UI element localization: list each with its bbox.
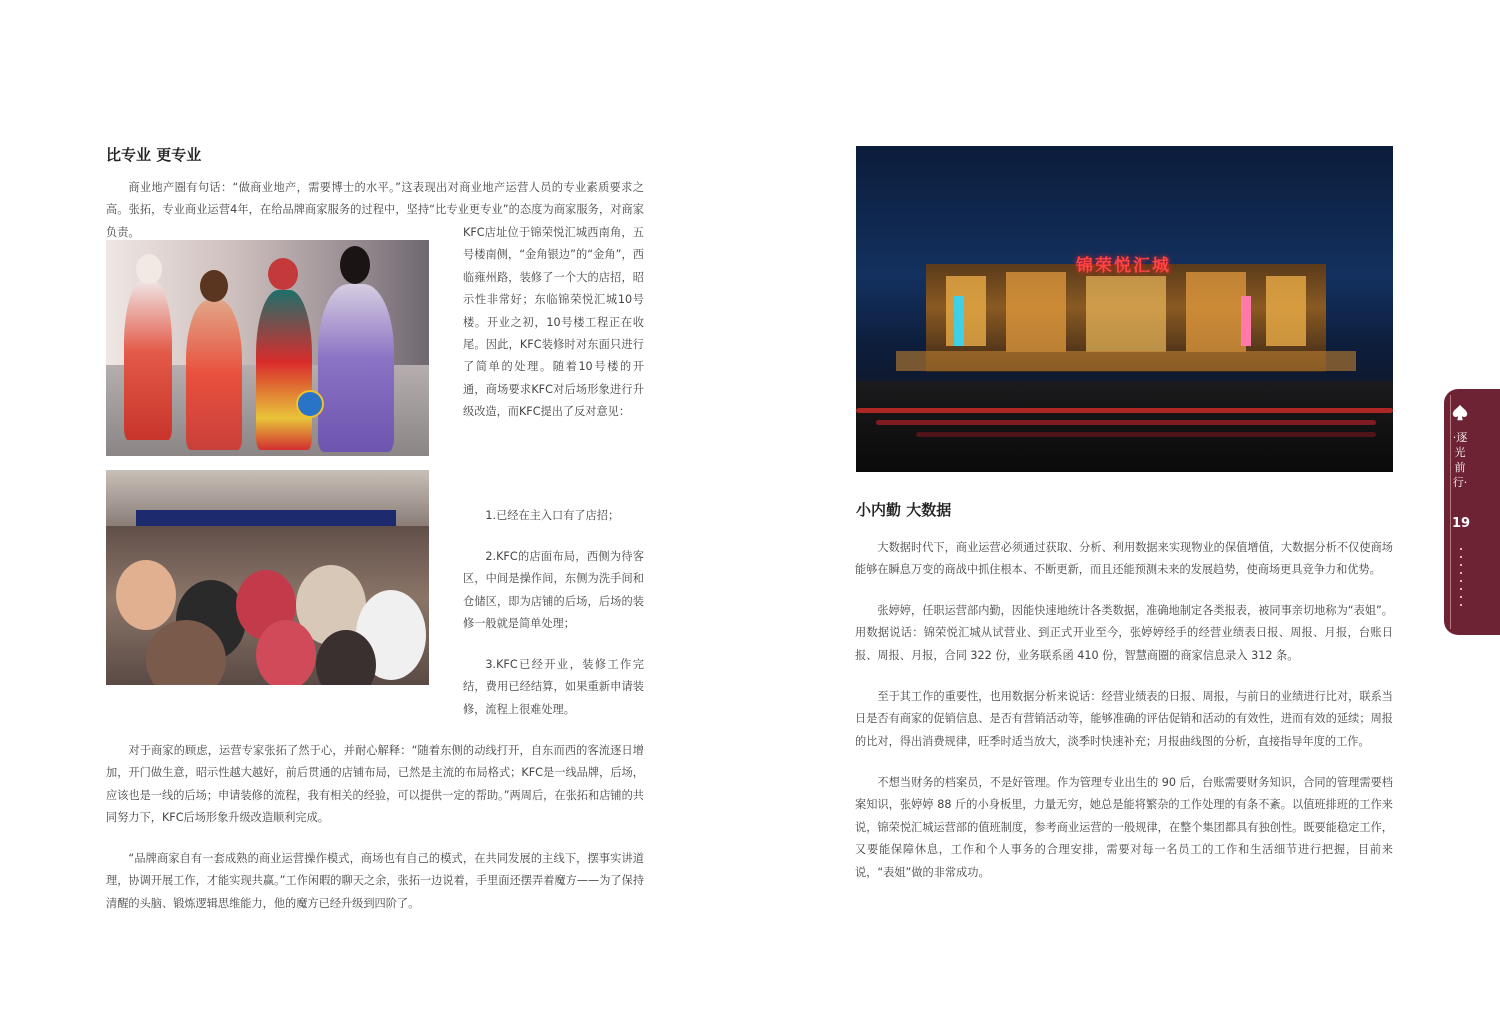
night-building-photo (856, 146, 1393, 472)
archivist-paragraph: 不想当财务的档案员，不是好管理。作为管理专业出生的 90 后，台账需要财务知识，合同的管理需要档案知识，张婷婷 88 斤的小身板里，力量无穷，她总是能将繁杂的工作处理的有条不紊。以值班排班的工作来说，锦荣悦汇城运营部的值班制度，参考商业运营的一般规律，在整个集团都具有独创性。既要能稳定工作，又要能保障休息，工作和个人事务的合理安排，需要对每一名员工的工作和生活细节进行把握，目前来说，“表姐”做的非常成功。 (855, 776, 1393, 879)
crowd-photo (106, 470, 429, 685)
building-sign: 锦荣悦汇城 (1076, 256, 1171, 276)
side-tab-title: ·逐光前行· (1452, 431, 1468, 489)
objection-3: 3.KFC已经开业，装修工作完结，费用已经结算，如果重新申请装修，流程上很难处理。 (463, 658, 644, 716)
cosplay-photo (106, 240, 429, 456)
kfc-paragraph: KFC店址位于锦荣悦汇城西南角，五号楼南侧，“金角银边”的“金角”，西临雍州路，装修了一个大的店招，昭示性非常好；东临锦荣悦汇城10号楼。开业之初，10号楼工程正在收尾。因此，KFC装修时对东面只进行了简单的处理。随着10号楼的开通，商场要求KFC对后场形象进行升级改造，而KFC提出了反对意见： (463, 226, 644, 419)
section-title-data: 小内勤 大数据 (856, 501, 952, 519)
objection-2: 2.KFC的店面布局，西侧为待客区，中间是操作间，东侧为洗手间和仓储区，即为店铺的后场，后场的装修一般就是简单处理； (463, 550, 644, 631)
resolution-paragraph: 对于商家的顾虑，运营专家张拓了然于心，并耐心解释：“随着东侧的动线打开，自东而西的客流逐日增加，开门做生意，昭示性越大越好，前后贯通的店铺布局，已然是主流的布局格式；KFC是一线品牌，后场，应该也是一线的后场；申请装修的流程，我有相关的经验，可以提供一定的帮助。”两周后，在张拓和店铺的共同努力下，KFC后场形象升级改造顺利完成。 (106, 744, 644, 825)
side-tab-dots (1459, 548, 1463, 612)
closing-paragraph: “品牌商家自有一套成熟的商业运营操作模式，商场也有自己的模式，在共同发展的主线下，摆事实讲道理，协调开展工作，才能实现共赢。”工作闲暇的聊天之余，张拓一边说着，手里面还摆弄着魔方——为了保持清醒的头脑、锻炼逻辑思维能力，他的魔方已经升级到四阶了。 (106, 852, 644, 910)
intro-paragraph: 商业地产圈有句话：“做商业地产，需要博士的水平。”这表现出对商业地产运营人员的专业素质要求之高。张拓，专业商业运营4年，在给品牌商家服务的过程中，坚持“比专业更专业”的态度为商家服务，对商家负责。 (106, 181, 644, 239)
objection-1: 1.已经在主入口有了店招； (485, 509, 620, 522)
big-data-paragraph: 大数据时代下，商业运营必须通过获取、分析、利用数据来实现物业的保值增值，大数据分析不仅使商场能够在瞬息万变的商战中抓住根本、不断更新，而且还能预测未来的发展趋势，使商场更具竞争力和优势。 (855, 541, 1393, 577)
importance-paragraph: 至于其工作的重要性，也用数据分析来说话：经营业绩表的日报、周报，与前日的业绩进行比对，联系当日是否有商家的促销信息、是否有营销活动等，能够准确的评估促销和活动的有效性，进而有效的延续；周报的比对，得出消费规律，旺季时适当放大，淡季时快速补充；月报曲线图的分析，直接指导年度的工作。 (855, 690, 1393, 748)
page-number: 19 (1451, 516, 1471, 531)
section-title-professional: 比专业 更专业 (106, 146, 202, 164)
ace-of-spades-icon (1451, 404, 1469, 422)
biaojie-paragraph: 张婷婷，任职运营部内勤，因能快速地统计各类数据，准确地制定各类报表，被同事亲切地称为“表姐”。用数据说话：锦荣悦汇城从试营业、到正式开业至今，张婷婷经手的经营业绩表日报、周报、月报，台账日报、周报、月报，合同 322 份，业务联系函 410 份，智慧商圈的商家信息录入 312 条。 (855, 604, 1393, 662)
side-tab (1444, 389, 1500, 635)
